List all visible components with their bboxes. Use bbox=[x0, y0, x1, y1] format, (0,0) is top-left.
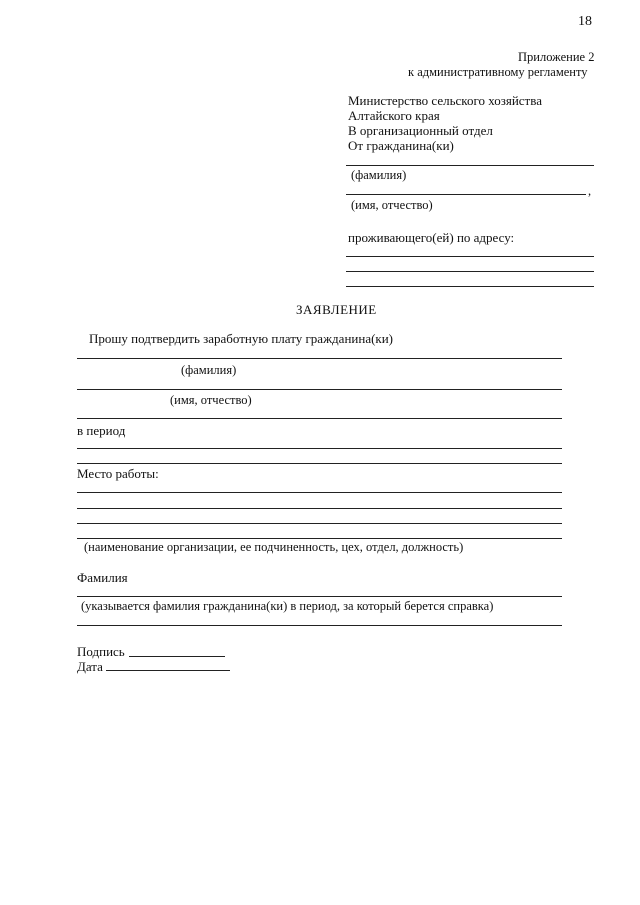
surname-note: (указывается фамилия гражданина(ки) в период, за который берется справка) bbox=[81, 599, 494, 613]
addressee-line-4: От гражданина(ки) bbox=[348, 138, 454, 153]
address-line-1[interactable] bbox=[346, 256, 594, 257]
signature-line[interactable] bbox=[129, 656, 225, 657]
surname-line[interactable] bbox=[77, 596, 562, 597]
workplace-line-1[interactable] bbox=[77, 492, 562, 493]
period-line-top[interactable] bbox=[77, 418, 562, 419]
address-line-2[interactable] bbox=[346, 271, 594, 272]
surname-label: Фамилия bbox=[77, 570, 128, 585]
addressee-line-3: В организационный отдел bbox=[348, 123, 493, 138]
request-text: Прошу подтвердить заработную плату гражданина(ки) bbox=[89, 331, 394, 346]
address-label: проживающего(ей) по адресу: bbox=[348, 230, 515, 245]
appendix-line-2: к административному регламенту bbox=[408, 65, 588, 79]
address-line-3[interactable] bbox=[346, 286, 594, 287]
addressee-surname-caption: (фамилия) bbox=[351, 168, 407, 182]
person-name-line[interactable] bbox=[77, 389, 562, 390]
document-title: ЗАЯВЛЕНИЕ bbox=[296, 302, 377, 317]
workplace-line-2[interactable] bbox=[77, 508, 562, 509]
person-surname-caption: (фамилия) bbox=[181, 363, 237, 377]
addressee-comma: , bbox=[588, 184, 592, 198]
period-line-2[interactable] bbox=[77, 463, 562, 464]
workplace-line-3[interactable] bbox=[77, 523, 562, 524]
surname-line-2[interactable] bbox=[77, 625, 562, 626]
signature-label: Подпись bbox=[77, 644, 125, 659]
addressee-line-2: Алтайского края bbox=[348, 108, 440, 123]
addressee-name-caption: (имя, отчество) bbox=[351, 198, 433, 212]
person-name-caption: (имя, отчество) bbox=[170, 393, 252, 407]
appendix-line-1: Приложение 2 bbox=[518, 50, 595, 64]
period-label: в период bbox=[77, 423, 126, 438]
addressee-surname-line[interactable] bbox=[346, 165, 594, 166]
period-line-1[interactable] bbox=[77, 448, 562, 449]
date-label: Дата bbox=[77, 659, 103, 674]
addressee-name-line[interactable] bbox=[346, 194, 586, 195]
page-number: 18 bbox=[578, 14, 592, 29]
addressee-line-1: Министерство сельского хозяйства bbox=[348, 93, 542, 108]
org-caption: (наименование организации, ее подчиненность, цех, отдел, должность) bbox=[84, 540, 464, 554]
person-surname-line[interactable] bbox=[77, 358, 562, 359]
date-line[interactable] bbox=[106, 670, 230, 671]
workplace-label: Место работы: bbox=[77, 466, 159, 481]
workplace-line-4[interactable] bbox=[77, 538, 562, 539]
